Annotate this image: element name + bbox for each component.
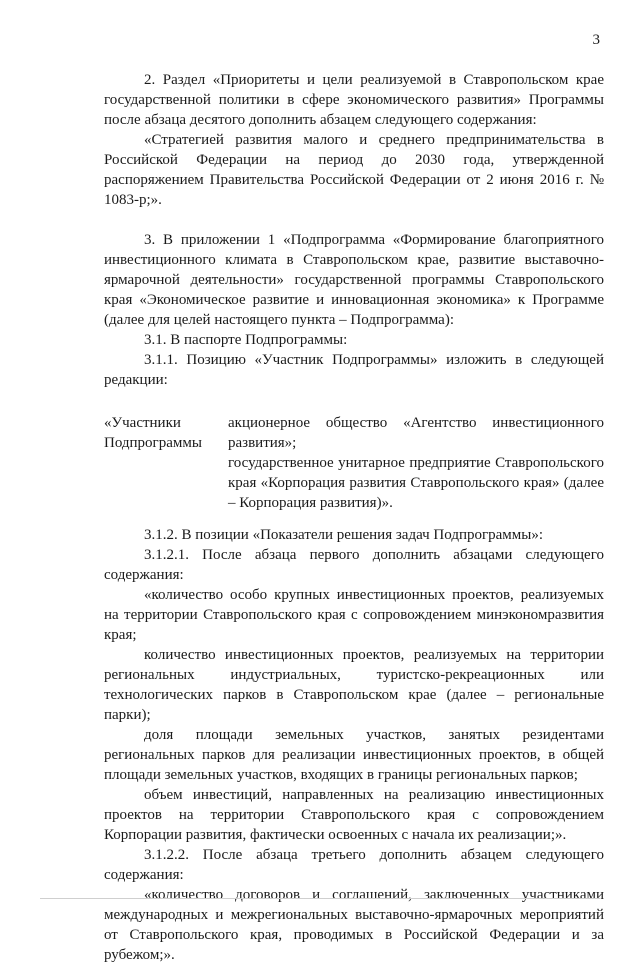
paragraph-passport: 3.1. В паспорте Подпрограммы:: [144, 332, 348, 348]
participant-agency: акционерное общество «Агентство инвестиционного развития»;: [228, 415, 604, 451]
footer-rule: [40, 898, 600, 899]
paragraph-investment-volume: объем инвестиций, направленных на реализацию инвестиционных проектов на территории Ставропольского края с сопровождением Корпорации развития, фактически освоенных с начала их реализации;».: [104, 787, 604, 843]
paragraph-large-projects: «количество особо крупных инвестиционных проектов, реализуемых на территории Ставропольского края с сопровождением минэкономразвития края;: [104, 587, 604, 643]
paragraph-section-2: 2. Раздел «Приоритеты и цели реализуемой в Ставропольском крае государственной политики в сфере экономического развития» Программы после абзаца десятого дополнить абзацем следующего содержания:: [104, 72, 604, 128]
paragraph-agreements-count: «количество договоров и соглашений, заключенных участниками международных и межрегиональных выставочно-ярмарочных мероприятий от Ставропольского края, проводимых в Российской Федерации и за рубежом;».: [104, 887, 604, 963]
participant-corporation: государственное унитарное предприятие Ставропольского края «Корпорация развития Ставропольского края» (далее – Корпорация развития)».: [228, 455, 604, 511]
page-number: 3: [592, 32, 600, 48]
paragraph-appendix-1: 3. В приложении 1 «Подпрограмма «Формирование благоприятного инвестиционного климата в Ставропольском крае, развитие выставочно-ярмарочной деятельности» государственной программы Ставропольского края «Экономическое развитие и инновационная экономика» к Программе (далее для целей настоящего пункта – Подпрограмма):: [104, 232, 604, 328]
paragraph-after-first: 3.1.2.1. После абзаца первого дополнить абзацами следующего содержания:: [104, 547, 604, 583]
paragraph-indicators: 3.1.2. В позиции «Показатели решения задач Подпрограммы»:: [144, 527, 544, 543]
paragraph-position-participant: 3.1.1. Позицию «Участник Подпрограммы» изложить в следующей редакции:: [104, 352, 604, 388]
participants-label: «Участники Подпрограммы: [104, 415, 202, 451]
participants-position: [104, 413, 604, 513]
participants-value: [228, 413, 604, 513]
paragraph-strategy-quote: «Стратегией развития малого и среднего предпринимательства в Российской Федерации на период до 2030 года, утвержденной распоряжением Правительства Российской Федерации от 2 июня 2016 г. № 1083-р;».: [104, 132, 604, 208]
document-body: [104, 70, 604, 965]
paragraph-after-third: 3.1.2.2. После абзаца третьего дополнить абзацем следующего содержания:: [104, 847, 604, 883]
paragraph-land-share: доля площади земельных участков, занятых резидентами региональных парков для реализации инвестиционных проектов, в общей площади земельных участков, входящих в границы региональных парков;: [104, 727, 604, 783]
paragraph-parks-projects: количество инвестиционных проектов, реализуемых на территории региональных индустриальных, туристско-рекреационных или технологических парков в Ставропольском крае (далее – региональные парки);: [104, 647, 604, 723]
